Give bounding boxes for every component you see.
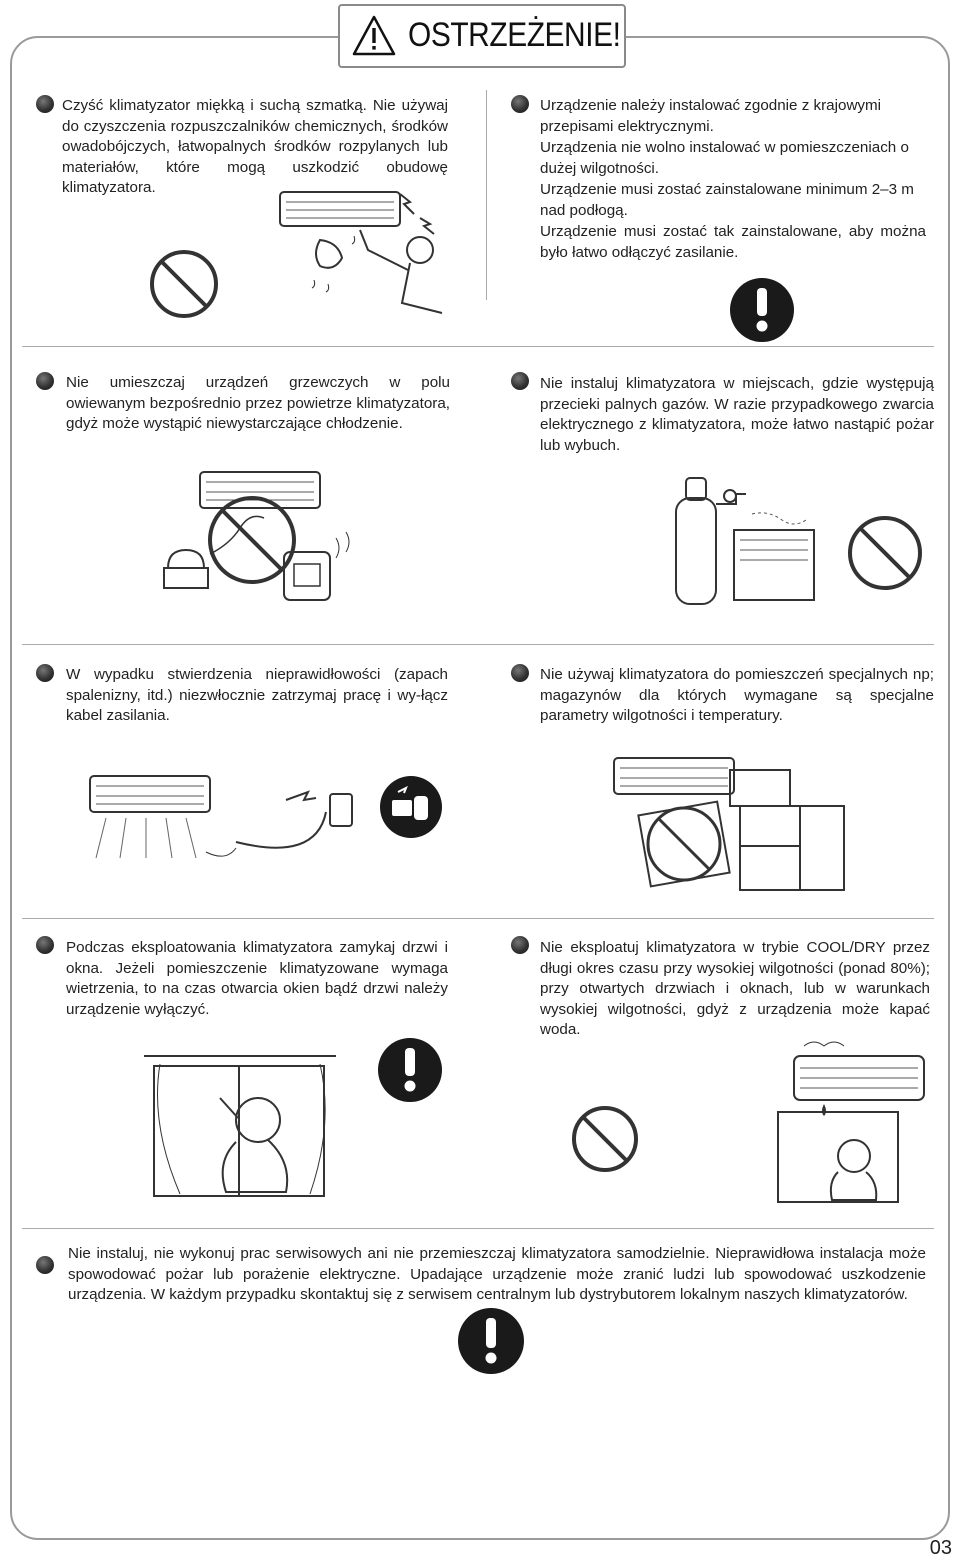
bullet [511, 664, 529, 682]
closing-window-illustration [140, 1050, 340, 1210]
requirement-line: Urządzenie należy instalować zgodnie z krajowymi przepisami elektrycznymi. [540, 97, 882, 135]
mandatory-icon [376, 1036, 444, 1104]
section-2-text [540, 96, 926, 263]
bullet [511, 936, 529, 954]
section-4-text: Nie instaluj klimatyzatora w miejscach, gdzie występują przecieki palnych gazów. W razie przypadkowego zwarcia elektrycznego z klimatyzatora, może łatwo nastąpić pożar lub wybuch. [540, 375, 934, 454]
mandatory-icon [456, 1306, 526, 1376]
unplug-icon [378, 774, 444, 840]
bullet [36, 664, 54, 682]
section-8-text: Nie eksploatuj klimatyzatora w trybie COOL/DRY przez długi okres czasu przy wysokiej wilgotności (ponad 80%); przy otwartych drzwiach i oknach, lub w warunkach wysokiej wilgotności, gdyż z urządzenia może kapać woda. [540, 939, 930, 1038]
bullet [36, 936, 54, 954]
humid-room-illustration [744, 1036, 930, 1206]
heater-illustration [160, 468, 360, 608]
row-divider [22, 1228, 934, 1229]
warehouse-illustration [610, 752, 850, 902]
mandatory-icon [728, 276, 796, 344]
section-3-text: Nie umieszczaj urządzeń grzewczych w polu owiewanym bezpośrednio przez powietrze klimatyzatora, gdyż może wystąpić niewystarczające chłodzenie. [66, 374, 450, 432]
bullet [511, 95, 529, 113]
requirement-line: Urządzenie musi zostać tak zainstalowane, aby można było łatwo odłączyć zasilanie. [540, 223, 926, 261]
bullet [36, 1256, 54, 1274]
bullet [36, 95, 54, 113]
bullet [511, 372, 529, 390]
bullet [36, 372, 54, 390]
column-divider [486, 90, 487, 300]
warning-triangle-icon [352, 14, 396, 58]
section-7-text: Podczas eksploatowania klimatyzatora zamykaj drzwi i okna. Jeżeli pomieszczenie klimatyzowane wymaga wietrzenia, to na czas otwarcia okien bądź drzwi należy urządzenie wyłączyć. [66, 939, 448, 1018]
section-9-text: Nie instaluj, nie wykonuj prac serwisowych ani nie przemieszczaj klimatyzatora samodzielnie. Nieprawidłowa instalacja może spowodować pożar lub porażenie elektryczne. Upadające urządzenie może zranić ludzi lub spowodować uszkodzenie urządzenia. W każdym przypadku skontaktuj się z serwisem centralnym lub dystrybutorem lokalnym naszych klimatyzatorów. [68, 1245, 926, 1303]
page-title: OSTRZEŻENIE! [408, 16, 621, 54]
requirement-line: Urządzenia nie wolno instalować w pomieszczeniach o dużej wilgotności. [540, 139, 909, 177]
cleaning-illustration [270, 180, 470, 330]
requirement-line: Urządzenie musi zostać zainstalowane minimum 2–3 m nad podłogą. [540, 181, 914, 219]
unplug-illustration [86, 772, 366, 882]
section-1-text: Czyść klimatyzator miękką i suchą szmatką. Nie używaj do czyszczenia rozpuszczalników chemicznych, środków owadobójczych, łatwopalnych środków rozpylanych lub materiałów, które mogą uszkodzić obudowę klimatyzatora. [62, 97, 448, 196]
gas-leak-illustration [668, 474, 818, 614]
row-divider [22, 918, 934, 919]
section-5-text: W wypadku stwierdzenia nieprawidłowości (zapach spalenizny, itd.) niezwłocznie zatrzymaj pracę i wy-łącz kabel zasilania. [66, 666, 448, 724]
page-number: 03 [929, 1537, 952, 1559]
section-6-text: Nie używaj klimatyzatora do pomieszczeń specjalnych np; magazynów dla których wymagane są specjalne parametry wilgotności i temperatury. [540, 666, 934, 724]
prohibition-icon [148, 248, 220, 320]
prohibition-icon [570, 1104, 640, 1174]
warning-title-box [338, 4, 626, 68]
row-divider [22, 346, 934, 347]
row-divider [22, 644, 934, 645]
prohibition-icon [846, 514, 924, 592]
